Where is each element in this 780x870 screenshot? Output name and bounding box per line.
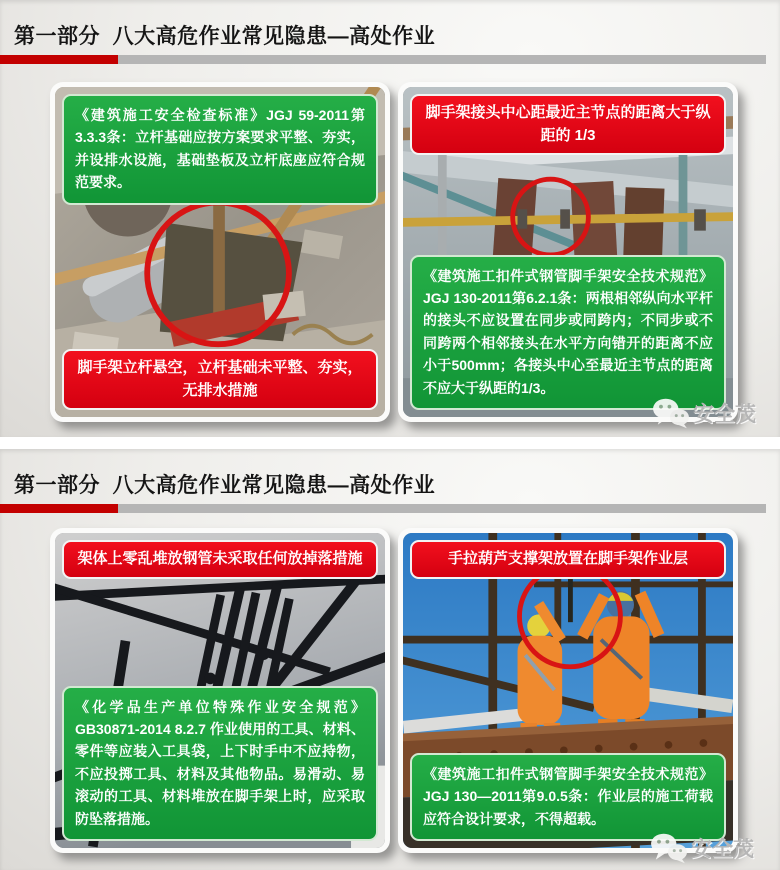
watermark-label: 安全茂	[691, 838, 754, 861]
title-underline-red-segment	[0, 55, 118, 64]
panel-scaffold-joints	[398, 82, 738, 422]
title-underline-bar	[0, 55, 766, 64]
regulation-caption: 《建筑施工扣件式钢管脚手架安全技术规范》JGJ 130—2011第9.0.5条：作业层的施工荷载应符合设计要求，不得超载。	[410, 753, 726, 841]
watermark	[652, 397, 756, 429]
hazard-caption: 架体上零乱堆放钢管未采取任何放掉落措施	[62, 540, 378, 579]
slide-1-title: 第一部分 八大高危作业常见隐患—高处作业	[14, 25, 436, 48]
wechat-icon	[652, 397, 690, 429]
photo-stacked-pipes-silhouette	[55, 533, 385, 848]
slide-2-title: 第一部分 八大高危作业常见隐患—高处作业	[14, 474, 436, 497]
slide-2	[0, 449, 780, 870]
title-underline-red-segment	[0, 504, 118, 513]
hazard-caption: 脚手架立杆悬空，立杆基础未平整、夯实，无排水措施	[62, 349, 378, 410]
wechat-icon	[650, 832, 688, 864]
watermark	[650, 832, 754, 864]
panel-chain-hoist-workers	[398, 528, 738, 853]
regulation-caption: 《化学品生产单位特殊作业安全规范》GB30871-2014 8.2.7 作业使用的工具、材料、零件等应装入工具袋，上下时手中不应持物，不应投掷工具、材料及其他物品。易滑动、易滚动的工具、材料堆放在脚手架上时，应采取防坠落措施。	[62, 686, 378, 841]
watermark-label: 安全茂	[693, 403, 756, 426]
photo-scaffold-base-rubble	[55, 87, 385, 417]
title-underline-bar	[0, 504, 766, 513]
hazard-caption: 手拉葫芦支撑架放置在脚手架作业层	[410, 540, 726, 579]
regulation-caption: 《建筑施工安全检查标准》JGJ 59-2011第3.3.3条：立杆基础应按方案要求平整、夯实，并设排水设施，基础垫板及立杆底座应符合规范要求。	[62, 94, 378, 205]
slide-divider-gap	[0, 437, 780, 449]
hazard-caption: 脚手架接头中心距最近主节点的距离大于纵距的 1/3	[410, 94, 726, 155]
panel-scaffold-base	[50, 82, 390, 422]
photo-workers-on-scaffold	[403, 533, 733, 848]
regulation-caption: 《建筑施工扣件式钢管脚手架安全技术规范》JGJ 130-2011第6.2.1条：两根相邻纵向水平杆的接头不应设置在同步或同跨内；不同步或不同跨两个相邻接头在水平方向错开的距离不应小于500mm；各接头中心至最近主节点的距离不应大于纵距的1/3。	[410, 255, 726, 410]
panel-stacked-pipes	[50, 528, 390, 853]
photo-scaffold-joints	[403, 87, 733, 417]
